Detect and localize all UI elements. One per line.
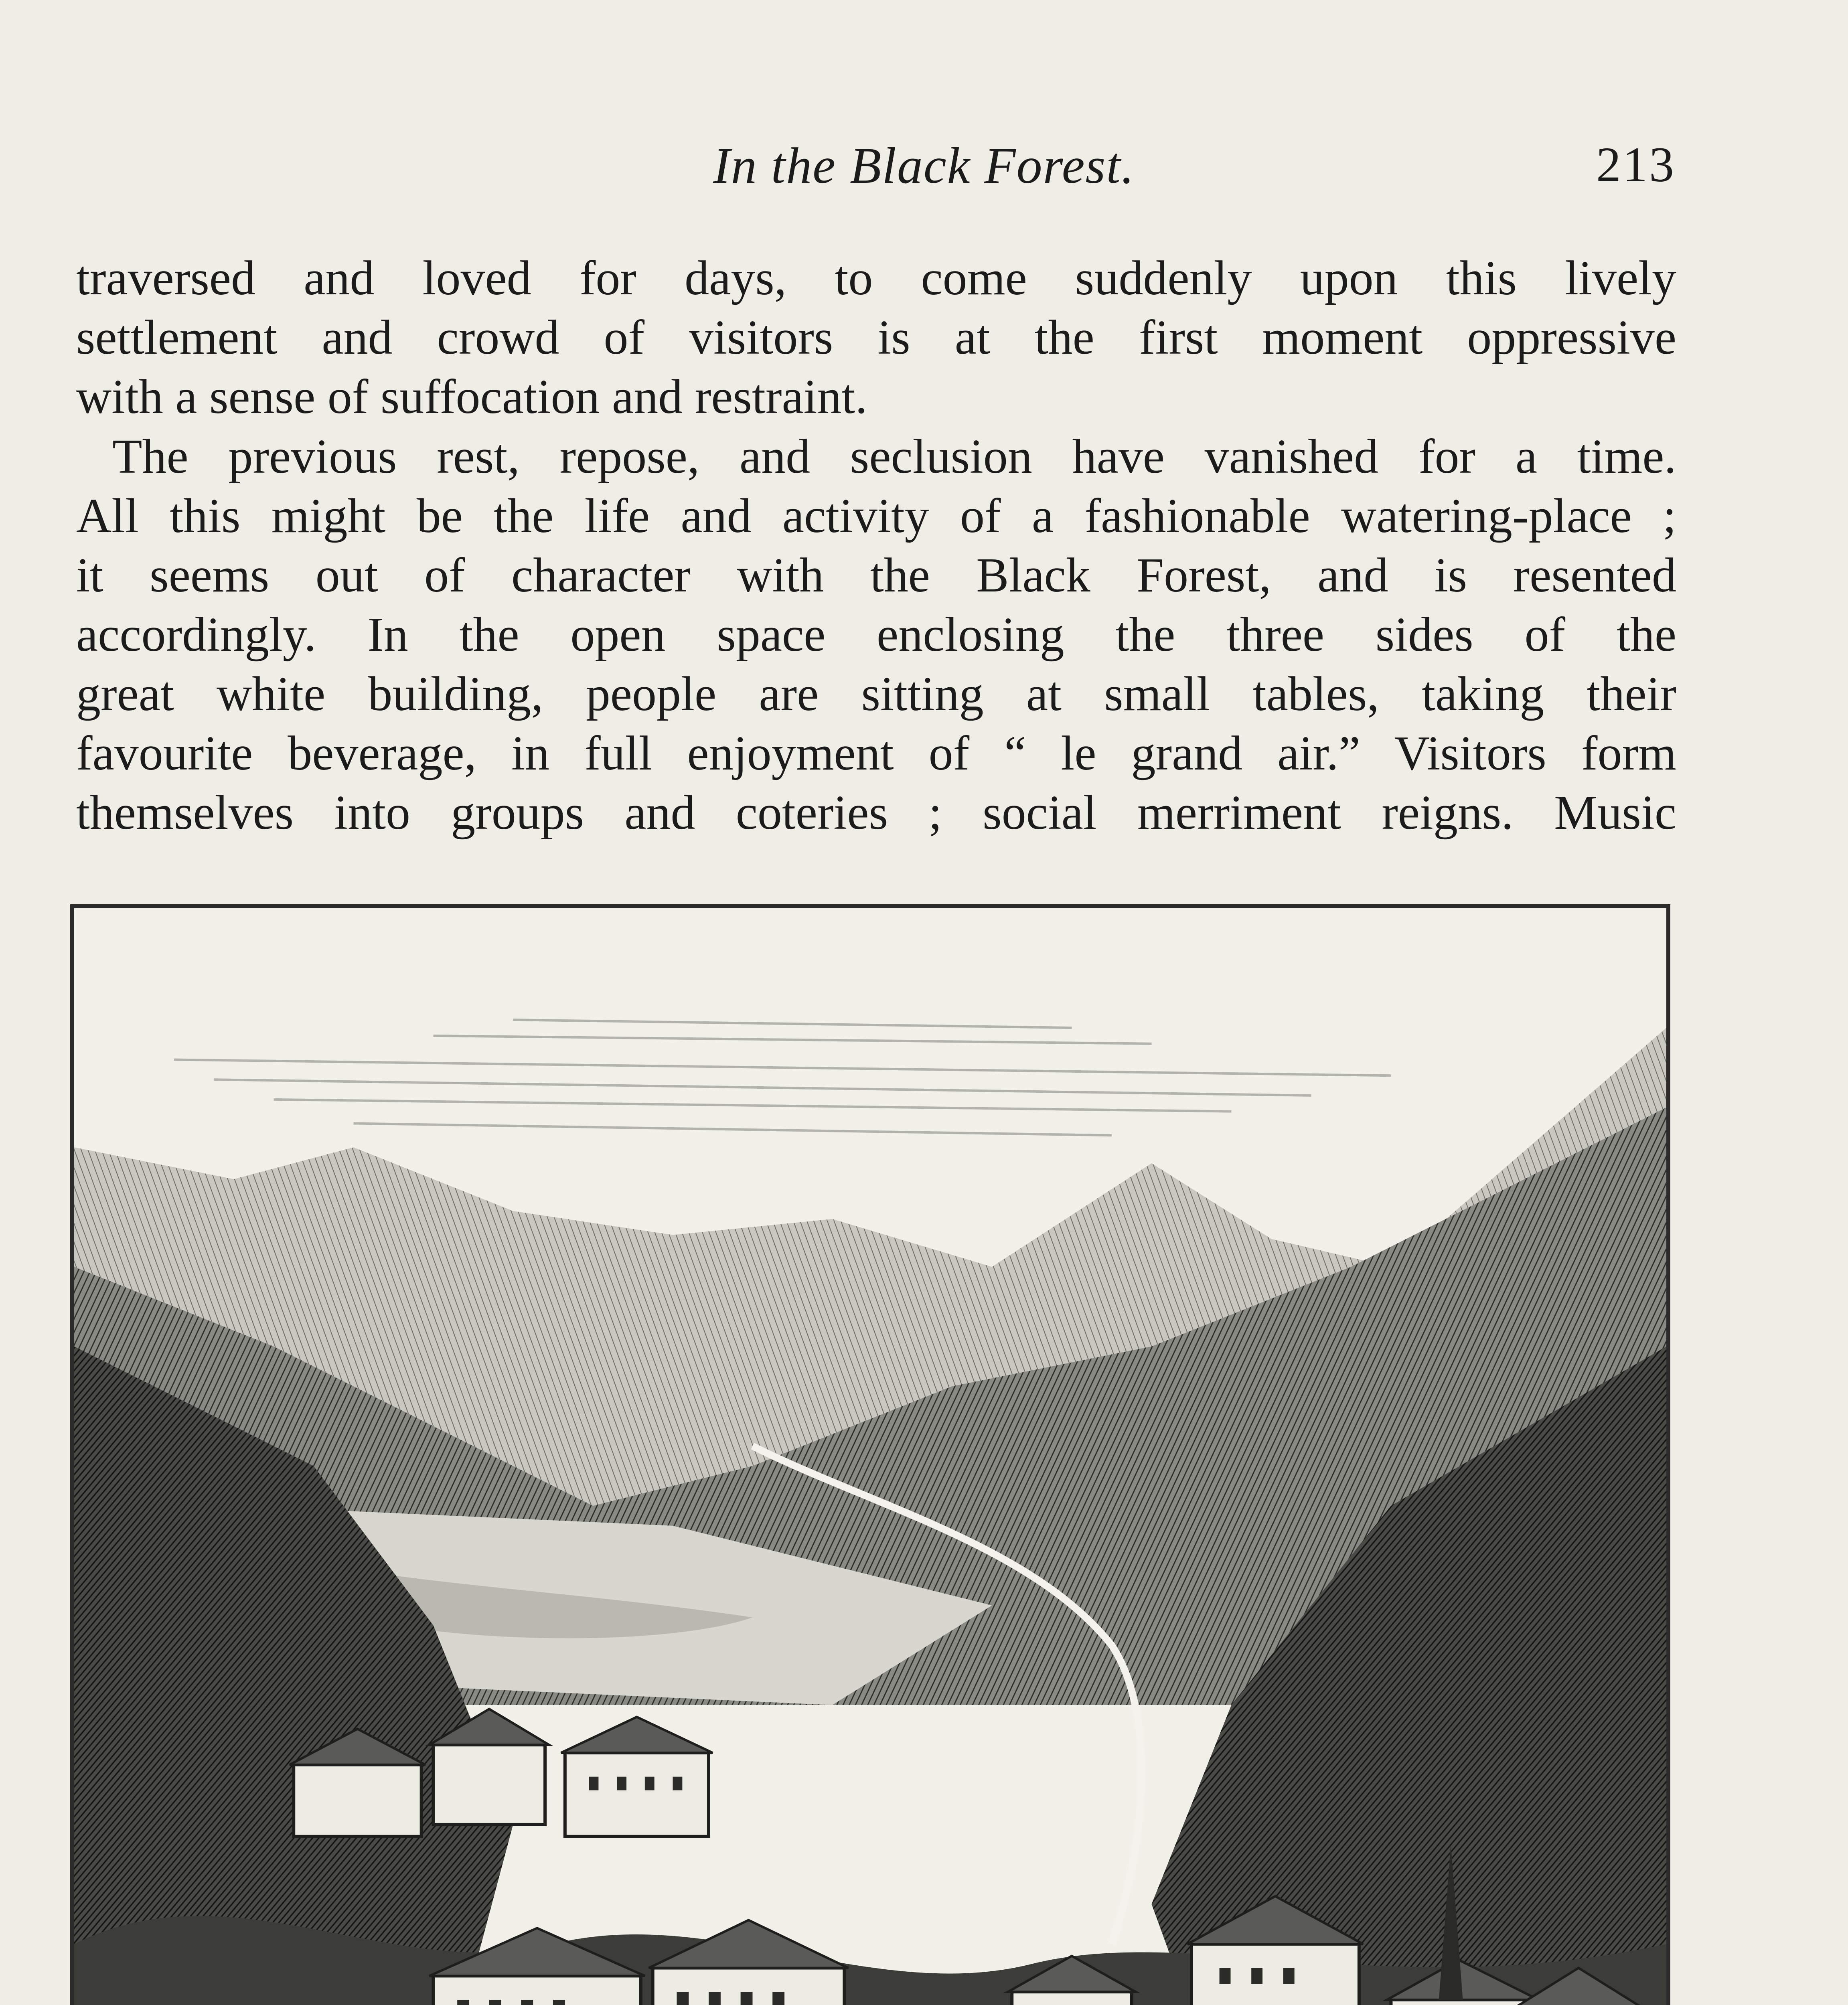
- text-line: settlement and crowd of visitors is at the first moment oppressive: [76, 310, 1676, 365]
- running-title: In the Black Forest.: [713, 137, 1135, 194]
- page-number: 213: [1596, 137, 1676, 192]
- engraving-gutachthal: [70, 904, 1670, 2005]
- text-line: great white building, people are sitting at small tables, taking their: [76, 667, 1676, 721]
- text-line: with a sense of suffocation and restraint.: [76, 370, 867, 424]
- running-head: [0, 136, 1848, 192]
- text-line: The previous rest, repose, and seclusion have vanished for a time.: [112, 429, 1676, 484]
- text-line: traversed and loved for days, to come suddenly upon this lively: [76, 251, 1676, 305]
- paragraph-1: [76, 249, 1676, 427]
- paragraph-2: [76, 427, 1676, 843]
- valley-illustration: [74, 908, 1666, 2005]
- text-line: accordingly. In the open space enclosing the three sides of the: [76, 608, 1676, 662]
- text-line: themselves into groups and coteries ; social merriment reigns. Music: [76, 786, 1676, 840]
- text-line: All this might be the life and activity of a fashionable watering-place ;: [76, 489, 1676, 543]
- text-line: it seems out of character with the Black Forest, and is resented: [76, 548, 1676, 602]
- text-line: favourite beverage, in full enjoyment of “ le grand air.” Visitors form: [76, 726, 1676, 780]
